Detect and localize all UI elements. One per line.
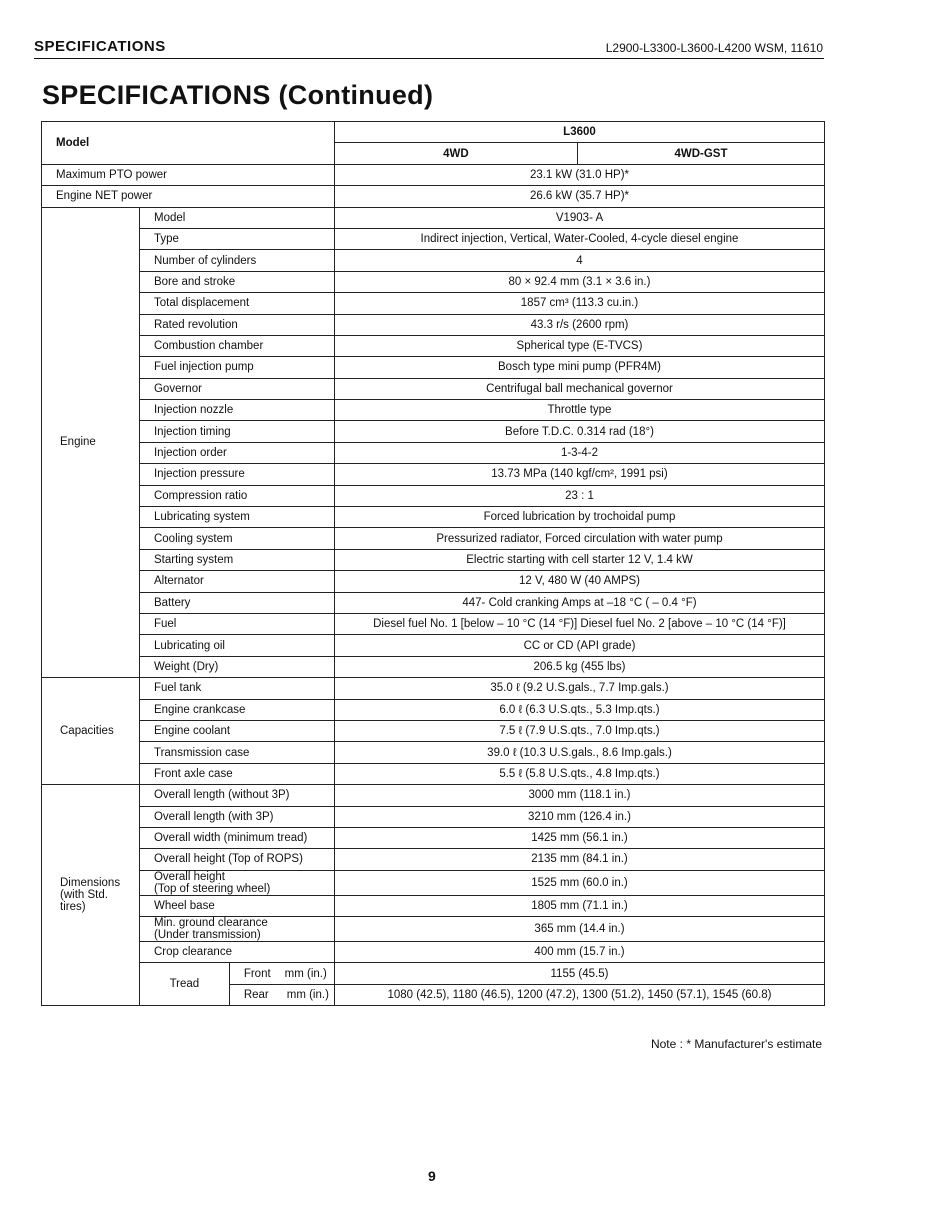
row-value: Diesel fuel No. 1 [below – 10 °C (14 °F)] Diesel fuel No. 2 [above – 10 °C (14 °F)] — [334, 613, 824, 634]
row-label: Fuel injection pump — [139, 357, 334, 378]
row-value: 80 × 92.4 mm (3.1 × 3.6 in.) — [334, 271, 824, 292]
row-value: 13.73 MPa (140 kgf/cm², 1991 psi) — [334, 464, 824, 485]
tread-rear-value: 1080 (42.5), 1180 (46.5), 1200 (47.2), 1300 (51.2), 1450 (57.1), 1545 (60.8) — [334, 984, 824, 1005]
row-label-line: Overall height — [153, 870, 225, 883]
group-dimensions-line: tires) — [60, 901, 86, 914]
table-row — [42, 699, 825, 720]
row-value: CC or CD (API grade) — [334, 635, 824, 656]
tread-rear-unit: mm (in.) — [286, 989, 329, 1002]
row-label: Front axle case — [139, 763, 334, 784]
row-label-line: (Under transmission) — [153, 929, 261, 942]
row-label: Weight (Dry) — [139, 656, 334, 677]
row-value: 35.0 ℓ (9.2 U.S.gals., 7.7 Imp.gals.) — [334, 678, 824, 699]
table-row — [42, 464, 825, 485]
row-value: V1903- A — [334, 207, 824, 228]
row-label: Battery — [139, 592, 334, 613]
row-value: 26.6 kW (35.7 HP)* — [334, 186, 824, 207]
row-value: Forced lubrication by trochoidal pump — [334, 507, 824, 528]
table-row — [42, 207, 825, 228]
table-row — [42, 400, 825, 421]
table-row — [42, 357, 825, 378]
row-value: 3000 mm (118.1 in.) — [334, 785, 824, 806]
row-value: 7.5 ℓ (7.9 U.S.qts., 7.0 Imp.qts.) — [334, 720, 824, 741]
row-value: 447- Cold cranking Amps at –18 °C ( – 0.4 °F) — [334, 592, 824, 613]
row-label: Starting system — [139, 549, 334, 570]
tread-front-name: Front — [243, 967, 271, 980]
row-value: Electric starting with cell starter 12 V, 1.4 kW — [334, 549, 824, 570]
row-label: Overall length (without 3P) — [139, 785, 334, 806]
tread-rear-label — [229, 984, 334, 1005]
row-label: Injection timing — [139, 421, 334, 442]
row-value: Pressurized radiator, Forced circulation with water pump — [334, 528, 824, 549]
table-row — [42, 742, 825, 763]
row-value: 1525 mm (60.0 in.) — [334, 870, 824, 895]
table-row — [42, 763, 825, 784]
row-label: Injection nozzle — [139, 400, 334, 421]
table-row — [42, 678, 825, 699]
table-row — [42, 164, 825, 185]
table-row — [42, 549, 825, 570]
tread-front-value: 1155 (45.5) — [334, 963, 824, 984]
row-value: 1857 cm³ (113.3 cu.in.) — [334, 293, 824, 314]
row-label: Maximum PTO power — [42, 164, 335, 185]
group-dimensions-line: (with Std. — [60, 889, 108, 902]
footnote: Note : * Manufacturer's estimate — [650, 1037, 822, 1051]
tread-front-label — [229, 963, 334, 984]
row-value: 3210 mm (126.4 in.) — [334, 806, 824, 827]
running-header-section: SPECIFICATIONS — [34, 38, 166, 55]
row-label: Alternator — [139, 571, 334, 592]
table-row — [42, 271, 825, 292]
group-dimensions — [42, 785, 140, 1006]
table-row-ground-clearance — [42, 917, 825, 942]
page-number: 9 — [428, 1168, 436, 1184]
variant-4wd: 4WD — [334, 143, 577, 164]
table-row — [42, 507, 825, 528]
row-value: Bosch type mini pump (PFR4M) — [334, 357, 824, 378]
row-value: 6.0 ℓ (6.3 U.S.qts., 5.3 Imp.qts.) — [334, 699, 824, 720]
row-label: Bore and stroke — [139, 271, 334, 292]
row-label: Injection order — [139, 442, 334, 463]
table-row — [42, 613, 825, 634]
table-row-tread-front — [42, 963, 825, 984]
table-row-height-steering — [42, 870, 825, 895]
table-row — [42, 485, 825, 506]
variant-4wd-gst: 4WD-GST — [577, 143, 824, 164]
row-value: 43.3 r/s (2600 rpm) — [334, 314, 824, 335]
model-header-row — [42, 122, 825, 143]
row-value: 2135 mm (84.1 in.) — [334, 849, 824, 870]
row-value: 5.5 ℓ (5.8 U.S.qts., 4.8 Imp.qts.) — [334, 763, 824, 784]
table-row — [42, 592, 825, 613]
table-row — [42, 827, 825, 848]
row-label: Compression ratio — [139, 485, 334, 506]
row-label: Fuel tank — [139, 678, 334, 699]
running-header-model-ref: L2900-L3300-L3600-L4200 WSM, 11610 — [605, 41, 823, 55]
table-row-wheel-base — [42, 895, 825, 916]
row-label: Cooling system — [139, 528, 334, 549]
table-row — [42, 186, 825, 207]
row-label: Governor — [139, 378, 334, 399]
row-label: Engine NET power — [42, 186, 335, 207]
group-capacities: Capacities — [42, 678, 140, 785]
row-value: 1425 mm (56.1 in.) — [334, 827, 824, 848]
table-row — [42, 378, 825, 399]
row-label: Lubricating oil — [139, 635, 334, 656]
row-label: Type — [139, 228, 334, 249]
row-value: 400 mm (15.7 in.) — [334, 942, 824, 963]
row-value: Centrifugal ball mechanical governor — [334, 378, 824, 399]
row-label: Overall length (with 3P) — [139, 806, 334, 827]
row-value: 39.0 ℓ (10.3 U.S.gals., 8.6 Imp.gals.) — [334, 742, 824, 763]
row-label: Wheel base — [139, 895, 334, 916]
row-label — [139, 917, 334, 942]
table-row — [42, 335, 825, 356]
row-value: Spherical type (E-TVCS) — [334, 335, 824, 356]
row-label: Engine crankcase — [139, 699, 334, 720]
page-title: SPECIFICATIONS (Continued) — [42, 80, 434, 110]
row-label: Overall width (minimum tread) — [139, 827, 334, 848]
table-row — [42, 442, 825, 463]
table-row — [42, 635, 825, 656]
row-label: Fuel — [139, 613, 334, 634]
row-value: 1-3-4-2 — [334, 442, 824, 463]
group-engine: Engine — [42, 207, 140, 678]
row-value: 23.1 kW (31.0 HP)* — [334, 164, 824, 185]
row-label-line: (Top of steering wheel) — [153, 882, 271, 895]
row-label: Crop clearance — [139, 942, 334, 963]
row-label: Engine coolant — [139, 720, 334, 741]
table-row — [42, 250, 825, 271]
table-row — [42, 849, 825, 870]
table-row — [42, 720, 825, 741]
row-value: 1805 mm (71.1 in.) — [334, 895, 824, 916]
model-label: Model — [42, 122, 335, 165]
group-dimensions-line: Dimensions — [60, 877, 121, 890]
table-row — [42, 421, 825, 442]
table-row — [42, 314, 825, 335]
row-value: 365 mm (14.4 in.) — [334, 917, 824, 942]
row-value: 4 — [334, 250, 824, 271]
table-row — [42, 806, 825, 827]
row-label-line: Min. ground clearance — [153, 917, 268, 930]
row-value: Indirect injection, Vertical, Water-Cooled, 4-cycle diesel engine — [334, 228, 824, 249]
row-label: Total displacement — [139, 293, 334, 314]
spec-table — [41, 121, 825, 1006]
row-label: Injection pressure — [139, 464, 334, 485]
row-value: 206.5 kg (455 lbs) — [334, 656, 824, 677]
table-row — [42, 785, 825, 806]
row-label: Rated revolution — [139, 314, 334, 335]
table-row-crop-clearance — [42, 942, 825, 963]
row-value: 12 V, 480 W (40 AMPS) — [334, 571, 824, 592]
table-row — [42, 656, 825, 677]
table-row — [42, 571, 825, 592]
row-label — [139, 870, 334, 895]
tread-label: Tread — [139, 963, 229, 1006]
row-label: Number of cylinders — [139, 250, 334, 271]
model-name: L3600 — [334, 122, 824, 143]
table-row — [42, 228, 825, 249]
header-rule — [34, 58, 824, 59]
row-value: 23 : 1 — [334, 485, 824, 506]
table-row — [42, 293, 825, 314]
row-label: Overall height (Top of ROPS) — [139, 849, 334, 870]
tread-rear-name: Rear — [243, 989, 269, 1002]
row-label: Lubricating system — [139, 507, 334, 528]
row-value: Throttle type — [334, 400, 824, 421]
row-value: Before T.D.C. 0.314 rad (18°) — [334, 421, 824, 442]
tread-front-unit: mm (in.) — [284, 967, 327, 980]
row-label: Model — [139, 207, 334, 228]
table-row — [42, 528, 825, 549]
row-label: Combustion chamber — [139, 335, 334, 356]
row-label: Transmission case — [139, 742, 334, 763]
